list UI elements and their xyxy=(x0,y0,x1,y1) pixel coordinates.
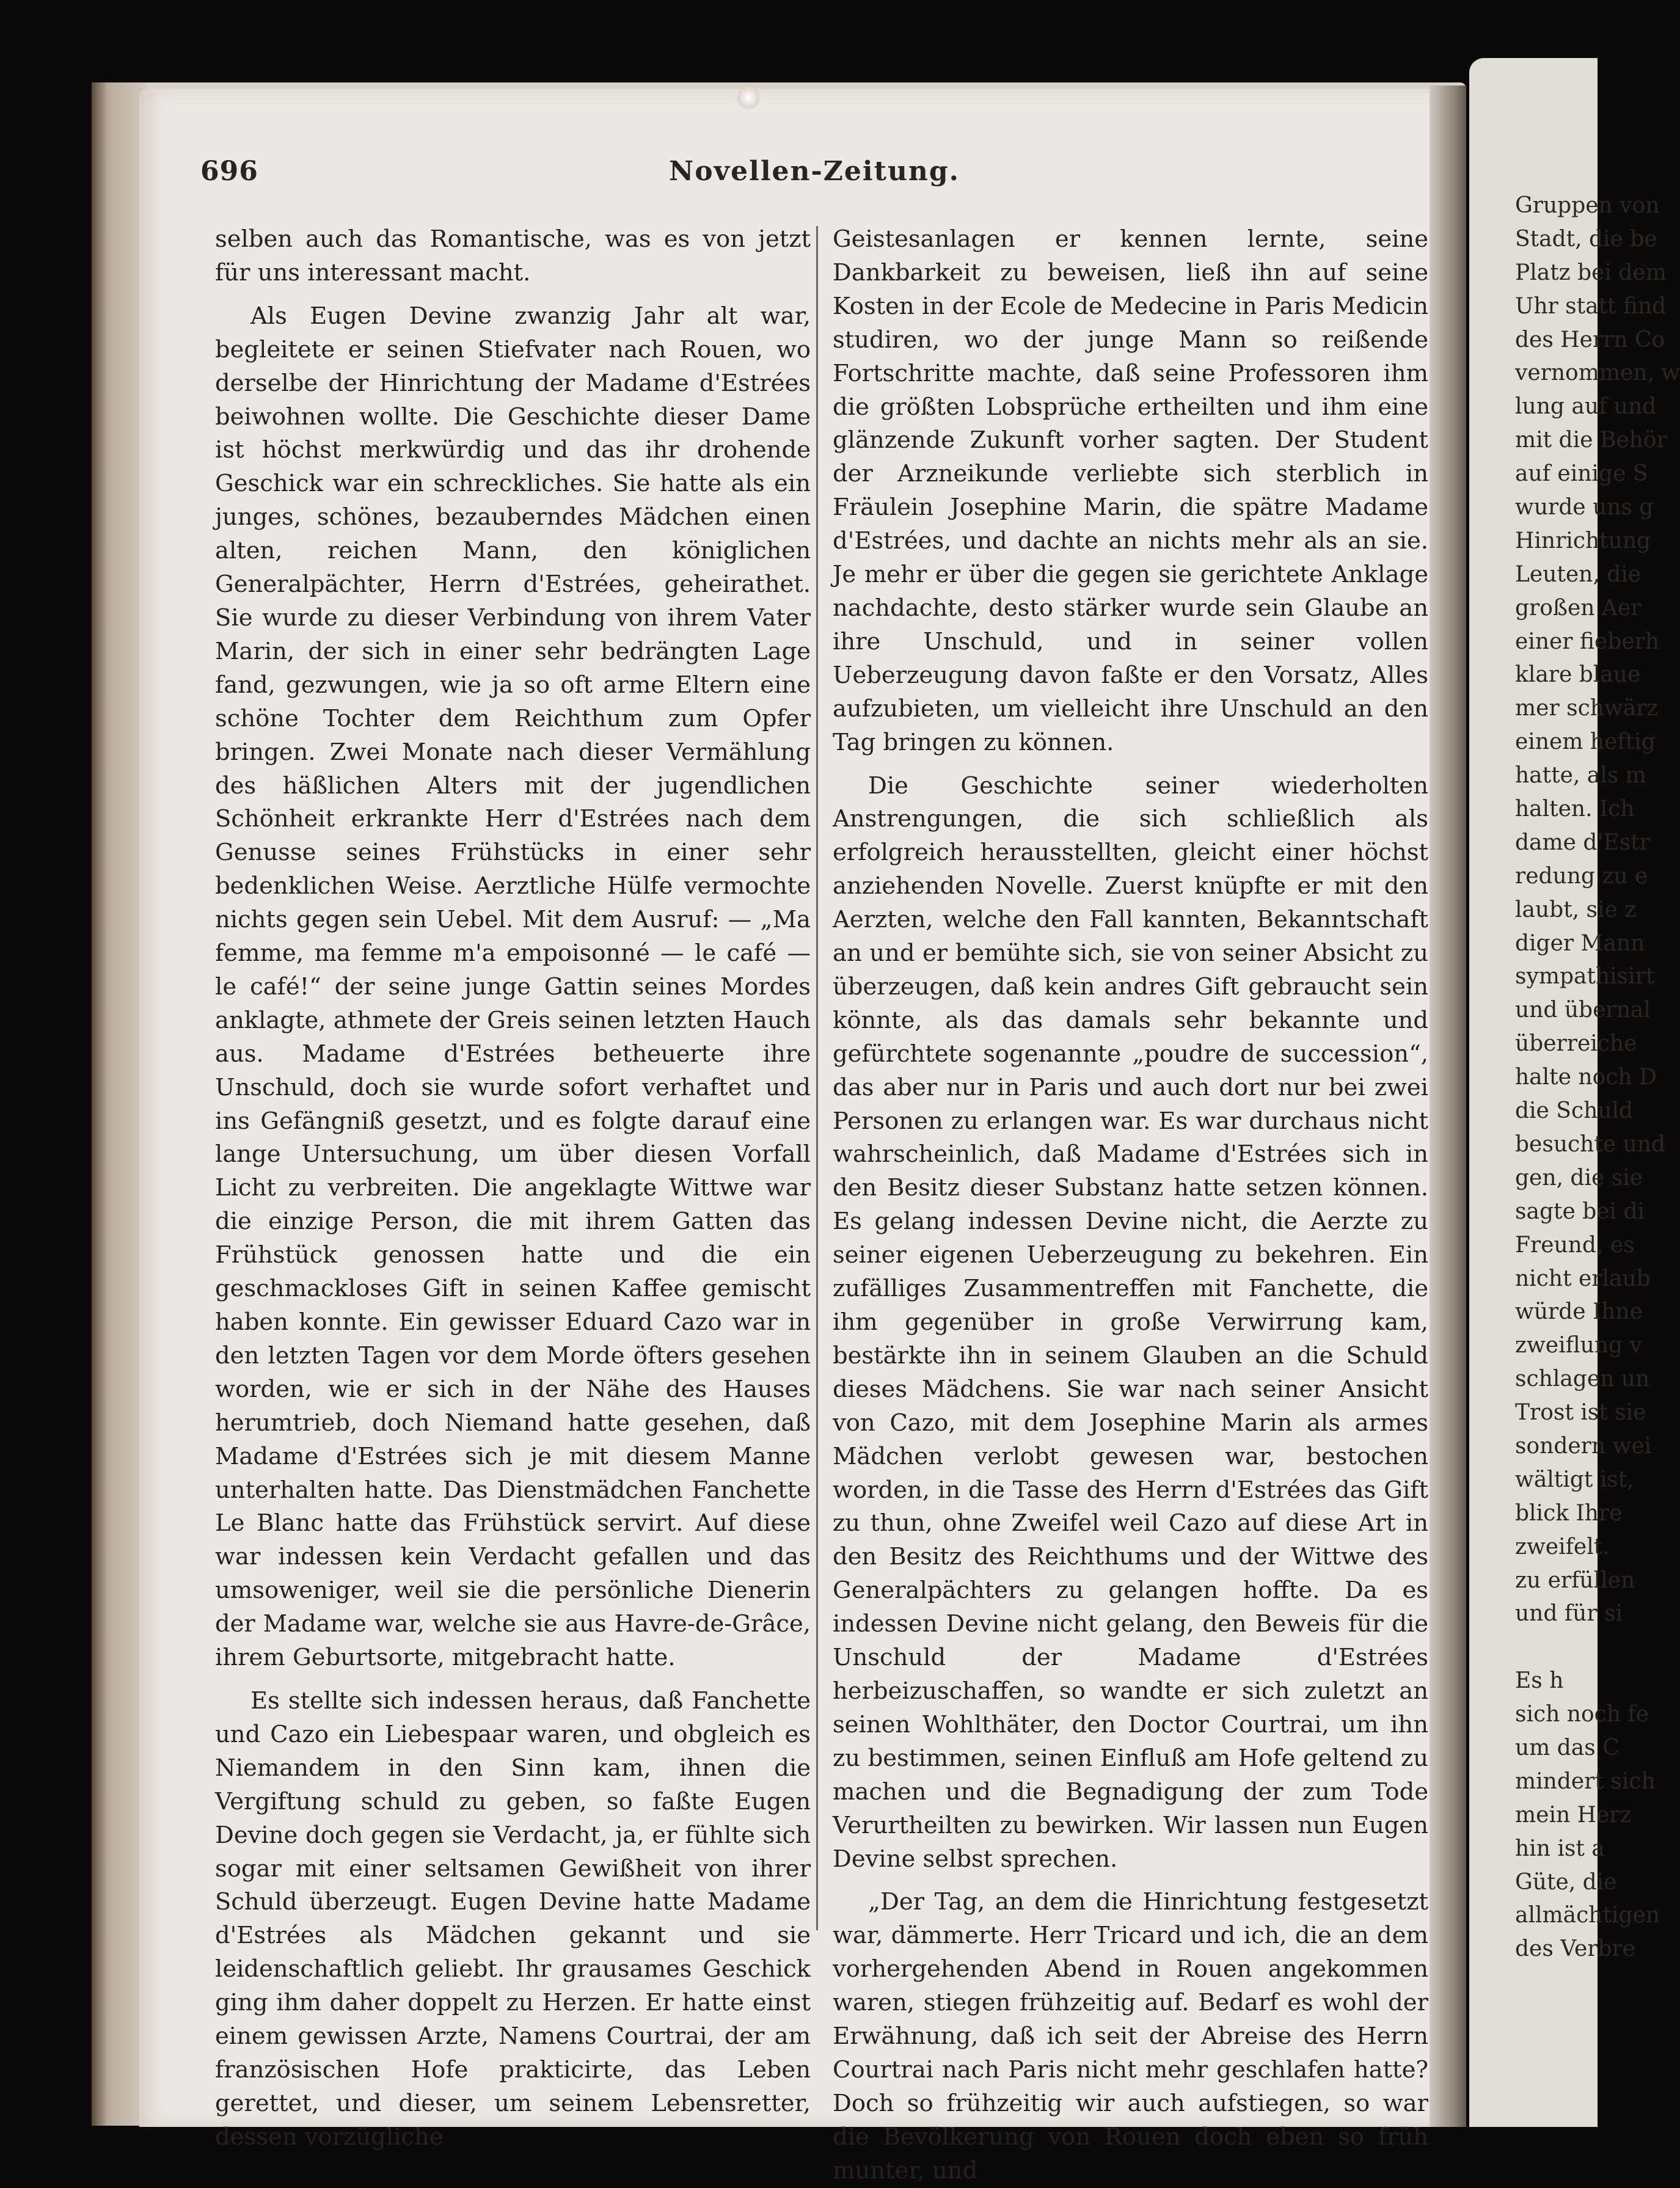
line-fragment: schlagen un xyxy=(1515,1366,1650,1392)
page-ornament xyxy=(736,86,761,110)
line-fragment: und übernal xyxy=(1515,997,1651,1023)
line-fragment: einer fieberh xyxy=(1515,629,1660,654)
line-fragment: wältigt ist, xyxy=(1515,1467,1634,1492)
line-fragment: des Herrn Co xyxy=(1515,327,1665,352)
line-fragment: einem heftig xyxy=(1515,729,1656,755)
line-fragment: auf einige S xyxy=(1515,461,1648,487)
line-fragment xyxy=(1515,1631,1594,1665)
line-fragment: Platz bei dem xyxy=(1515,260,1667,285)
line-fragment: und für si xyxy=(1515,1601,1623,1627)
line-fragment: um das C xyxy=(1515,1735,1620,1760)
line-fragment: halten. Ich xyxy=(1515,797,1635,822)
line-fragment: klare blaue xyxy=(1515,662,1641,688)
line-fragment: halte noch D xyxy=(1515,1065,1657,1090)
line-fragment: mer schwärz xyxy=(1515,696,1659,721)
page-number: 696 xyxy=(200,156,258,187)
page-edges xyxy=(92,82,147,2126)
line-fragment: Leuten, die xyxy=(1515,561,1642,587)
book-gutter xyxy=(1430,86,1466,2127)
line-fragment: nicht erlaub xyxy=(1515,1266,1651,1291)
line-fragment: Güte, die xyxy=(1515,1869,1617,1895)
line-fragment: besuchte und xyxy=(1515,1131,1665,1157)
line-fragment: dame d'Estr xyxy=(1515,830,1650,855)
line-fragment: gen, die sie xyxy=(1515,1165,1643,1191)
line-fragment: die Schuld xyxy=(1515,1098,1634,1124)
text-column-left xyxy=(215,223,811,2151)
line-fragment: Freund, es xyxy=(1515,1232,1635,1258)
line-fragment: großen Aer xyxy=(1515,595,1642,621)
line-fragment: Stadt, die be xyxy=(1515,226,1657,252)
line-fragment: Hinrichtung xyxy=(1515,528,1651,553)
line-fragment: mindert sich xyxy=(1515,1768,1656,1794)
line-fragment: diger Mann xyxy=(1515,930,1645,956)
line-fragment: hin ist a xyxy=(1515,1836,1605,1861)
line-fragment: zweifelt. xyxy=(1515,1534,1610,1559)
line-fragment: Gruppen von xyxy=(1515,193,1660,218)
line-fragment: blick Ihre xyxy=(1515,1500,1623,1526)
line-fragment: zu erfüllen xyxy=(1515,1567,1635,1593)
running-title: Novellen-Zeitung. xyxy=(668,156,960,187)
column-divider xyxy=(816,226,818,1930)
line-fragment: zweiflung v xyxy=(1515,1333,1642,1358)
line-fragment: sympathisirt xyxy=(1515,964,1655,990)
line-fragment: sich noch fe xyxy=(1515,1702,1649,1727)
line-fragment: Uhr statt find xyxy=(1515,293,1667,319)
line-fragment: redung zu e xyxy=(1515,863,1648,889)
text-column-right xyxy=(833,223,1428,2184)
page-header xyxy=(200,156,1428,211)
paragraph: Es stellte sich indessen heraus, daß Fanchette und Cazo ein Liebespaar waren, und obgleich es Niemandem in den Sinn kam, ihnen die Vergiftung schuld zu geben, so faßte Eugen Devine doch gegen sie Verdacht, ja, er fühlte sich sogar mit einer seltsamen Gewißheit von ihrer Schuld überzeugt. Eugen Devine hatte Madame d'Estrées als Mädchen gekannt und sie leidenschaftlich geliebt. Ihr grausames Geschick ging ihm daher doppelt zu Herzen. Er hatte einst einem gewissen Arzte, Namens Courtrai, der am französischen Hofe prakticirte, das Leben gerettet, und dieser, um seinem Lebensretter, dessen vorzügliche xyxy=(215,1687,811,2151)
line-fragment: des Verbre xyxy=(1515,1936,1636,1962)
next-page-text xyxy=(1515,189,1680,1966)
paragraph: Als Eugen Devine zwanzig Jahr alt war, begleitete er seinen Stiefvater nach Rouen, wo derselbe der Hinrichtung der Madame d'Estrées beiwohnen wollte. Die Geschichte dieser Dame ist höchst merkwürdig und das ihr drohende Geschick war ein schreckliches. Sie hatte als ein junges, schönes, bezauberndes Mädchen einen alten, reichen Mann, den königlichen Generalpächter, Herrn d'Estrées, geheirathet. Sie wurde zu dieser Verbindung von ihrem Vater Marin, der sich in einer sehr bedrängten Lage fand, gezwungen, wie ja so oft arme Eltern eine schöne Tochter dem Reichthum zum Opfer bringen. Zwei Monate nach dieser Vermählung des häßlichen Alters mit der jugendlichen Schönheit erkrankte Herr d'Estrées nach dem Genusse seines Frühstücks in einer sehr bedenklichen Weise. Aerztliche Hülfe vermochte nichts gegen sein Uebel. Mit dem Ausruf: — „Ma femme, ma femme m'a empoisonné — le café — le café!“ der seine junge Gattin seines Mordes anklagte, athmete der Greis seinen letzten Hauch aus. Madame d'Estrées betheuerte ihre Unschuld, doch sie wurde sofort verhaftet und ins Gefängniß gesetzt, und es folgte darauf eine lange Untersuchung, um über diesen Vorfall Licht zu verbreiten. Die angeklagte Wittwe war die einzige Person, die mit ihrem Gatten das Frühstück genossen hatte und die ein geschmackloses Gift in seinen Kaffee gemischt haben konnte. Ein gewisser Eduard Cazo war in den letzten Tagen vor dem Morde öfters gesehen worden, wie er sich in der Nähe des Hauses herumtrieb, doch Niemand hatte gesehen, daß Madame d'Estrées sich je mit diesem Manne unterhalten hatte. Das Dienstmädchen Fanchette Le Blanc hatte das Frühstück servirt. Auf diese war indessen kein Verdacht gefallen und das umsoweniger, weil sie die persönliche Dienerin der Madame war, welche sie aus Havre-de-Grâce, ihrem Geburtsorte, mitgebracht hatte. xyxy=(215,302,811,1672)
line-fragment: mein Herz xyxy=(1515,1802,1632,1828)
line-fragment: wurde uns g xyxy=(1515,495,1654,520)
line-fragment: sondern wei xyxy=(1515,1433,1652,1459)
paragraph: „Der Tag, an dem die Hinrichtung festgesetzt war, dämmerte. Herr Tricard und ich, die an dem vorhergehenden Abend in Rouen angekommen waren, stiegen frühzeitig auf. Bedarf es wohl der Erwähnung, daß ich seit der Abreise des Herrn Courtrai nach Paris nicht mehr geschlafen hatte? Doch so frühzeitig wir auch aufstiegen, so war die Bevölkerung von Rouen doch eben so früh munter, und xyxy=(833,1888,1428,2184)
paragraph: selben auch das Romantische, was es von jetzt für uns interessant macht. xyxy=(215,225,811,286)
line-fragment: Es h xyxy=(1515,1668,1564,1694)
line-fragment: laubt, sie z xyxy=(1515,897,1637,922)
line-fragment: Trost ist sie xyxy=(1515,1400,1646,1426)
paragraph: Die Geschichte seiner wiederholten Anstrengungen, die sich schließlich als erfolgreich herausstellten, gleicht einer höchst anziehenden Novelle. Zuerst knüpfte er mit den Aerzten, welche den Fall kannten, Bekanntschaft an und er bemühte sich, sie von seiner Absicht zu überzeugen, daß kein andres Gift gebraucht sein könnte, als das damals sehr bekannte und gefürchtete sogenannte „poudre de succession“, das aber nur in Paris und auch dort nur bei zwei Personen zu erlangen war. Es war durchaus nicht wahrscheinlich, daß Madame d'Estrées sich in den Besitz dieser Substanz hatte setzen können. Es gelang indessen Devine nicht, die Aerzte zu seiner eigenen Ueberzeugung zu bekehren. Ein zufälliges Zusammentreffen mit Fanchette, die ihm gegenüber in große Verwirrung kam, bestärkte ihn in seinem Glauben an die Schuld dieses Mädchens. Sie war nach seiner Ansicht von Cazo, mit dem Josephine Marin als armes Mädchen verlobt gewesen war, bestochen worden, in die Tasse des Herrn d'Estrées das Gift zu thun, ohne Zweifel weil Cazo auf diese Art in den Besitz des Reichthums und der Wittwe des Generalpächters zu gelangen hoffte. Da es indessen Devine nicht gelang, den Beweis für die Unschuld der Madame d'Estrées herbeizuschaffen, so wandte er sich zuletzt an seinen Wohlthäter, den Doctor Courtrai, um ihn zu bestimmen, seinen Einfluß am Hofe geltend zu machen und die Begnadigung der zum Tode Verurtheilten zu bewirken. Wir lassen nun Eugen Devine selbst sprechen. xyxy=(833,771,1428,1873)
line-fragment: lung auf und xyxy=(1515,394,1657,420)
line-fragment: hatte, als m xyxy=(1515,763,1646,789)
line-fragment: allmächtigen xyxy=(1515,1903,1660,1928)
paragraph: Geistesanlagen er kennen lernte, seine Dankbarkeit zu beweisen, ließ ihn auf seine Kosten in der Ecole de Medecine in Paris Medicin studiren, wo der junge Mann so reißende Fortschritte machte, daß seine Professoren ihm die größten Lobsprüche ertheilten und ihm eine glänzende Zukunft vorher sagten. Der Student der Arzneikunde verliebte sich sterblich in Fräulein Josephine Marin, die spätre Madame d'Estrées, und dachte an nichts mehr als an sie. Je mehr er über die gegen sie gerichtete Anklage nachdachte, desto stärker wurde sein Glaube an ihre Unschuld, und in seiner vollen Ueberzeugung davon faßte er den Vorsatz, Alles aufzubieten, um vielleicht ihre Unschuld an den Tag bringen zu können. xyxy=(833,225,1428,756)
line-fragment: vernommen, w xyxy=(1515,360,1680,386)
line-fragment: würde Ihne xyxy=(1515,1299,1643,1325)
line-fragment: sagte bei di xyxy=(1515,1198,1645,1224)
line-fragment: mit die Behör xyxy=(1515,428,1667,453)
line-fragment: überreiche xyxy=(1515,1031,1637,1057)
